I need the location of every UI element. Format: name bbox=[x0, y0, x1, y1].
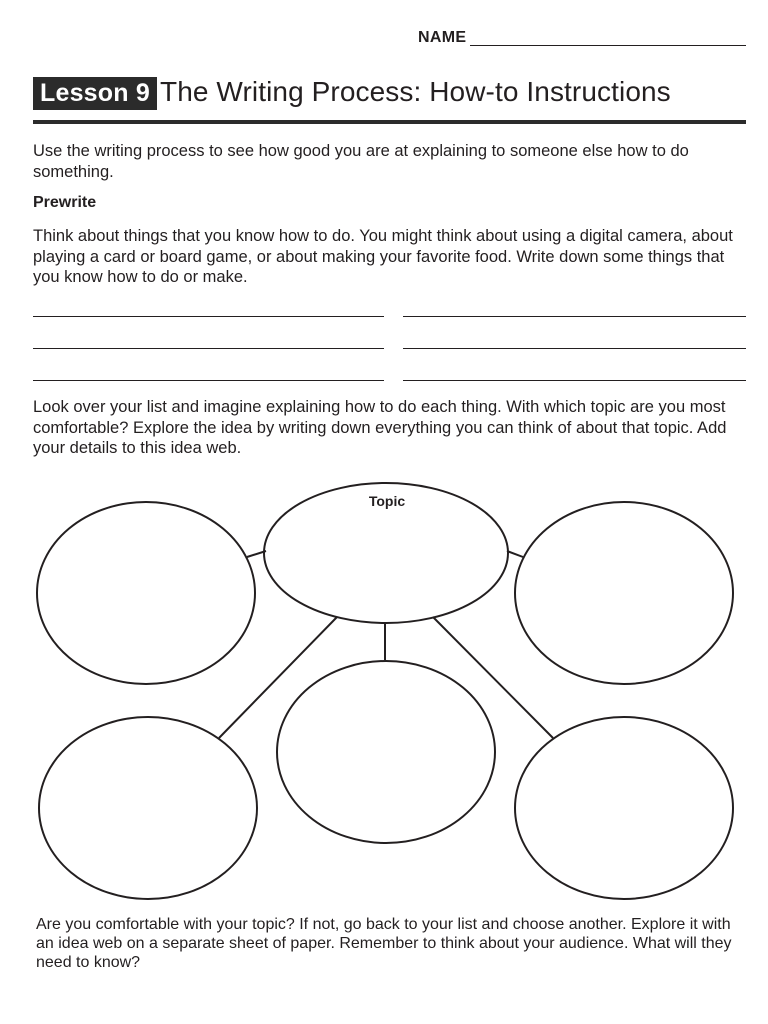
answer-line[interactable] bbox=[403, 380, 746, 381]
name-label: NAME bbox=[418, 29, 467, 46]
prewrite-heading: Prewrite bbox=[33, 194, 97, 211]
idea-bubble-center bbox=[277, 661, 495, 843]
lesson-title: The Writing Process: How-to Instructions bbox=[160, 76, 671, 107]
answer-line[interactable] bbox=[403, 348, 746, 349]
name-field bbox=[418, 29, 748, 51]
idea-web-instructions: Look over your list and imagine explaining how to do each thing. With which topic are you most comfortable? Explore the idea by writing down everything you can think of about that topic. Add your details to this idea web. bbox=[33, 398, 727, 457]
idea-web-diagram bbox=[0, 470, 768, 910]
idea-bubble-lower-right bbox=[515, 717, 733, 899]
lesson-badge: Lesson 9 bbox=[33, 77, 157, 110]
connector-line bbox=[507, 551, 523, 557]
closing-paragraph: Are you comfortable with your topic? If not, go back to your list and choose another. Explore it with an idea web on a separate sheet of paper. Remember to think about your audience. What will they need to know? bbox=[36, 916, 732, 971]
connector-line bbox=[219, 617, 337, 738]
name-write-line[interactable] bbox=[470, 45, 746, 46]
answer-line[interactable] bbox=[403, 316, 746, 317]
idea-bubble-upper-left bbox=[37, 502, 255, 684]
topic-label: Topic bbox=[368, 493, 406, 509]
answer-line[interactable] bbox=[33, 348, 384, 349]
prewrite-paragraph: Think about things that you know how to do. You might think about using a digital camera, about playing a card or board game, or about making your favorite food. Write down some things that you know how to do or make. bbox=[33, 227, 733, 286]
idea-bubble-lower-left bbox=[39, 717, 257, 899]
title-divider bbox=[33, 120, 746, 124]
answer-line[interactable] bbox=[33, 380, 384, 381]
answer-line[interactable] bbox=[33, 316, 384, 317]
connector-line bbox=[433, 617, 553, 738]
intro-paragraph: Use the writing process to see how good you are at explaining to someone else how to do something. bbox=[33, 142, 689, 181]
idea-bubble-upper-right bbox=[515, 502, 733, 684]
